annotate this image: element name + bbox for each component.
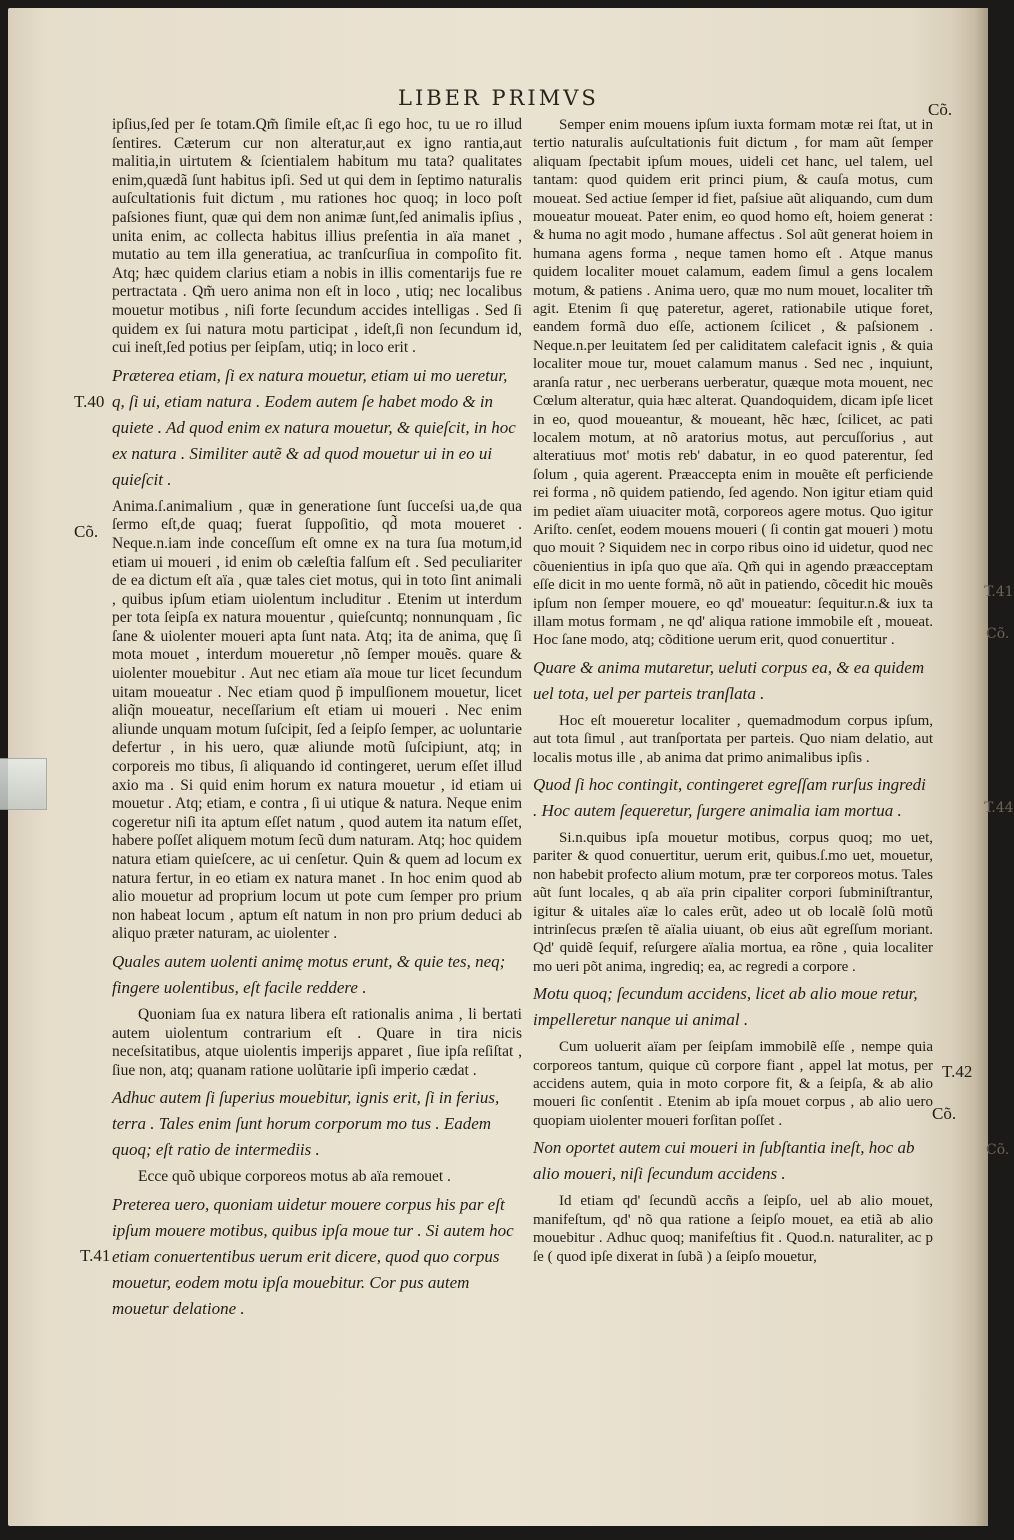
commentary-paragraph: ipſius,ſed per ſe totam.Qm̃ ſimile eſt,ac ſi ego hoc, tu ue ro illud ſentires. Cæterum cur non alteratur,aut ex igno rantia,aut malitia,in uirtutem & ſcientialem habitum mu tata? qualitates enim,quædã ſunt habitus ipſi. Sed ut qui dem in ſeptimo naturalis auſcultationis fuit dictum , mu rationes hoc quoq; in loco poſt paſsiones fiunt, quæ qui dem non animæ ſunt,ſed animalis ipſius , unita enim, ac collecta habitus illius preſentia in aïa manet , mutatio au tem illa generatiua, ac tranſcurſiua in compoſito fit. Atq; hæc quidem clarius etiam a nobis in illis comentarijs fue re pertractata . Qm̃ uero anima non eſt in loco , utiq; nec localibus mouetur motibus , niſi forte ſecundum accides intelligas . Sed ſi quidem ex ſui natura motu participat , ideſt,ſi non ſecundum id, cui ineſt,ſed potius per ſeipſam, utiq; in loco erit . [112,116,522,357]
page-clip [0,758,47,810]
left-text-column [112,116,522,1327]
aristotle-text-paragraph: Quare & anima mutaretur, ueluti corpus ea, & ea quidem uel tota, uel per parteis tranſlata . [533,657,925,703]
commentary-paragraph: Semper enim mouens ipſum iuxta formam motæ rei ſtat, ut in tertio naturalis auſcultationis fuit dictum , for mam aũt ſemper aliquam ſpectabit ipſum moues, uideli cet hanc, uel talem, uel tantam: quod quidem erit princi pium, & cauſa motus, cum moueat. Sed actiue ſemper id fiet, paſsiue aũt aliquando, cum dum moueatur moueat. Pater enim, eo quod homo eſt, hoiem generat : & huma no agit modo , humane affectus . Sol aũt generat hoiem in humana agens forma , neque tamen homo eſt . Atque manus quidem localiter mouet calamum, eadem ſimul a gens localem motum, & patiens . Anima uero, quæ mo num mouet, localiter tm̃ agit. Etenim ſi quę pateretur, ageret, rationabile utique foret, eandem formã duo eſſe, actionem ſcilicet , & paſsionem . Neque.n.per leuitatem ſed per caliditatem calefacit ignis , & quia localiter moue tur, mouet calamum manus . Sed nec , inquiunt, aranſa ratur , nec uerberans uerberatur, quæque mota mouent, nec Cœlum alteratur, quia hæc alterat. Quandoquidem, dicam ipſe licet in eo, quod moueantur, & moueant, hẽc hæc, ſcilicet, ac pati localem motum, at nõ aratorius motus, aut percuſſorius , aut alteratiuus mot' motis reb' dabatur, in eo quod paterentur, ſed ſolum , quia agerent. Præaccepta enim in mouẽte eſt perficiende rei forma , nõ quidem patiendo, ſed agendo. Non igitur etiam quid im pediet aïam uiuaciter motã, corporeos agere motus. Quo igitur Ariſto. cenſet, eodem mouens moueri ( ſi contin gat moueri ) motu quo mouit ? Siquidem nec in corpo ribus oino id uidetur, quod nec cõuenientius in ipſa quo que aïa. Qm̃ qui in agendo præacceptam eſſe dicit in mo uente formã, nõ aũt in patiendo, cõcedit hic mouẽs ipſum non ſemper mouere, eo qd' moueatur: ſequitur.n.& iux ta illam motus formam , ne qd' aliqua ratione immobile eſt , moueat. Hoc ſane modo, atq; cõditione uerum erit, quod conuertitur . [533,117,933,649]
commentary-paragraph: Hoc eſt moueretur localiter , quemadmodum corpus ipſum, aut tota ſimul , aut tranſportata per parteis. Quo niam delatio, aut localis motus ille , ab anima dat primo animalibus ipſis . [533,712,933,766]
aristotle-text-paragraph: Motu quoq; ſecundum accidens, licet ab alio moue retur, impelleretur nanque ui animal . [533,984,918,1030]
aristotle-text-paragraph: Non oportet autem cui moueri in ſubſtantia ineſt, hoc ab alio moueri, niſi ſecundum accidens . [533,1138,915,1184]
margin-marker-commentary: Cõ. [932,1104,957,1123]
aristotle-text-paragraph: Quales autem uolenti animę motus erunt, & quie tes, neq; fingere uolentibus, eſt facile reddere . [112,951,506,997]
running-head: LIBER PRIMVS [398,86,599,110]
commentary-paragraph: Anima.ſ.animalium , quæ in generatione ſunt ſucceſsi ua,de qua ſermo eſt,de quaq; fuerat ſuppoſitio, qd̃ mota moueret . Neque.n.iam inde conceſſum eſt omne ex na tura ſua motum,id etiam ui moueri , id enim ob cæleſtia falſum eſt . Sed peculiariter de ea dictum eſt aïa , quæ tales ciet motus, qui in toto ſint animali , quibus ipſum etiam uiolentum includitur . Etenim ut interdum per tota ſeipſa ex natura mouentur , quieſcuntq; nonnunquam , ſic ſane & uiolenter moueri apta ſunt nata. Atq; ita de anima, quę ſi mota mouet , interdum moueretur ,nõ ſemper mouẽs. quare & uiolenter mouebitur . Aut nec etiam aïa moue tur licet ſecundum uitam moueatur . Nec etiam quod p̃ impulſionem mouetur, licet aliq̃n moueatur, neceſſarium eſt etiam ui moueri . Nec enim aliunde unquam motum ſuſcipit, ſed a ſeipſo ſemper, ac uoluntarie defertur , in his uero, quæ aliunde motũ ſuſcipiunt, atq; in corporeis mo tibus, ſi aliquando id contingeret, uerum eſſet illud axio ma . Si quid enim horum ex natura mouetur , id etiam ui mouetur . Atq; etiam, e contra , ſi ui utique & natura. Neque enim cogeretur niſi ita aptum eſſet natum , quod autem ita natum eſſet, habere poſſet aliquem motum ſecũ dum naturam. Atq; hoc quidem natura etiam quieſcere, ac ui cenſetur. Quin & quem ad locum ex natura fertur, in eo etiam ex natura manet . In hoc enim quod ab alio mouetur ad proprium locum ut pote cum ſemper pro prium non habeat locum , aptum eſt natum in non pro prium deduci ab aliquo præter naturam, ac uiolenter . [112,497,522,943]
right-text-column [533,116,933,1271]
bleed-through-mark: Cõ. [986,626,1010,642]
bleed-through-mark: T.44 [984,800,1014,816]
margin-marker-commentary: Cõ. [74,522,99,541]
margin-marker-text-42: T.42 [942,1062,973,1081]
aristotle-text-paragraph: Preterea uero, quoniam uidetur mouere corpus his par eſt ipſum mouere motibus, quibus ipſa moue tur . Si autem hoc etiam conuertentibus uerum erit dicere, quod quo corpus mouetur, eodem motu ipſa mouebitur. Cor pus autem mouetur delatione . [112,1194,514,1318]
commentary-paragraph: Si.n.quibus ipſa mouetur motibus, corpus quoq; mo uet, pariter & quod conuertitur, uerum erit, quibus.ſ.mo uet, mouetur, non habebit profecto alium motum, præ ter corporeos motus. Tales aũt ſunt locales, q ab aïa prin cipaliter corpori ſubminiſtrantur, igitur & uitales aïæ lo cales erũt, adeo ut ob localẽ ſolũ motũ intrinſecus præſen tẽ aïalia uiuant, ob eius aũt egreſſum moriant. Qd' quidẽ ſequif, reſurgere aïalia mortua, ea rõne , quia localiter mo ueri põt anima, ingrediq; ea, ac regredi a corpore . [533,830,933,975]
bleed-through-mark: Cõ. [986,1142,1010,1158]
bleed-through-mark: T.41 [984,584,1014,600]
margin-marker-text-40: T.40 [74,392,105,411]
aristotle-text-paragraph: Quod ſi hoc contingit, contingeret egreſſam rurſus ingredi . Hoc autem ſequeretur, ſurgere animalia iam mortua . [533,775,926,820]
commentary-paragraph: Cum uoluerit aïam per ſeipſam immobilẽ eſſe , nempe quia corporeos tantum, quique cũ corpore fiant , appel lat motus, per accidens autem, quia in moto corpore fit, & a ſeipſa, & ab alio moueri ſic conſentit . Etenim ab ipſa mouet corpus , ab alio uero quopiam uiolenter moueri forſitan poſſet . [533,1039,933,1129]
margin-marker-commentary: Cõ. [928,100,953,119]
commentary-paragraph: Quoniam ſua ex natura libera eſt rationalis anima , li bertati autem uiolentum contrarium eſt . Quare in tira nicis neceſsitatibus, atque uiolentis imperijs apparet , ſiue ipſa reſiſtat , ſiue non, atq; quanam ratione uolũtarie ipſi imperio cædat . [112,1005,522,1079]
commentary-paragraph: Id etiam qd' ſecundũ accñs a ſeipſo, uel ab alio mouet, manifeſtum, qd' nõ qua ratione a ſeipſo mouet, ea etiã ab alio mouebitur . Adhuc quoq; manifeſtius fit . Quod.n. naturaliter, ac p ſe ( quod ipſe dixerat in ſubã ) a ſeipſo mouetur, [533,1193,933,1265]
aristotle-text-paragraph: Adhuc autem ſi ſuperius mouebitur, ignis erit, ſi in ferius, terra . Tales enim ſunt horum corporum mo tus . Eadem quoq; eſt ratio de intermediis . [112,1088,500,1160]
aristotle-text-paragraph: Præterea etiam, ſi ex natura mouetur, etiam ui mo ueretur, q, ſi ui, etiam natura . Eodem autem ſe habet modo & in quiete . Ad quod enim ex natura mouetur, & quieſcit, in hoc ex natura . Similiter autẽ & ad quod mouetur ui in eo ui quieſcit . [112,365,516,489]
commentary-paragraph: Ecce quõ ubique corporeos motus ab aïa remouet . [138,1168,451,1186]
page-gutter-edge [954,8,988,1526]
margin-marker-text-41: T.41 [80,1246,111,1265]
